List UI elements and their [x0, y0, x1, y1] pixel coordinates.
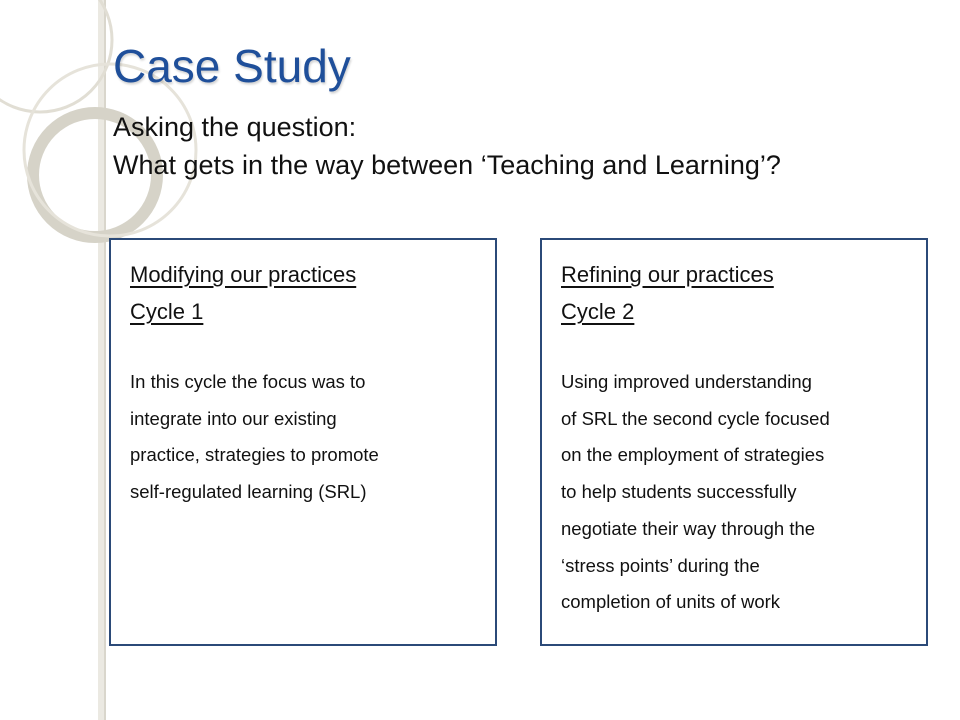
- cycle-1-line: integrate into our existing: [130, 407, 337, 429]
- cycle-2-card-content: [561, 256, 916, 621]
- cycle-1-heading: Modifying our practices: [130, 262, 357, 287]
- cycle-2-line: negotiate their way through the: [561, 517, 816, 539]
- cycle-2-heading: Refining our practices: [561, 262, 774, 287]
- cycle-1-line: In this cycle the focus was to: [130, 371, 366, 392]
- cycle-2-description: [561, 364, 916, 621]
- cycle-2-card: [540, 238, 928, 646]
- cycle-1-line: self-regulated learning (SRL): [130, 481, 367, 503]
- cycle-2-line: to help students successfully: [561, 481, 797, 503]
- cycle-2-line: completion of units of work: [561, 591, 781, 613]
- cycle-1-label: Cycle 1: [130, 299, 204, 324]
- cycle-2-label: Cycle 2: [561, 299, 635, 324]
- cycle-1-description: [130, 364, 485, 511]
- cycle-1-line: practice, strategies to promote: [130, 444, 379, 466]
- slide-subtitle-line1: Asking the question:: [113, 112, 357, 142]
- cycle-2-line: ‘stress points’ during the: [561, 554, 760, 576]
- cycle-1-card-content: [130, 256, 485, 511]
- cycle-2-line: on the employment of strategies: [561, 444, 825, 466]
- cycle-2-line: Using improved understanding: [561, 371, 812, 392]
- cycle-2-line: of SRL the second cycle focused: [561, 407, 830, 429]
- decorative-ring-top: [0, 0, 112, 112]
- cycle-1-card: [109, 238, 497, 646]
- slide-title: Case Study: [113, 40, 351, 92]
- slide-subtitle-line2: What gets in the way between ‘Teaching and Learning’?: [113, 150, 781, 180]
